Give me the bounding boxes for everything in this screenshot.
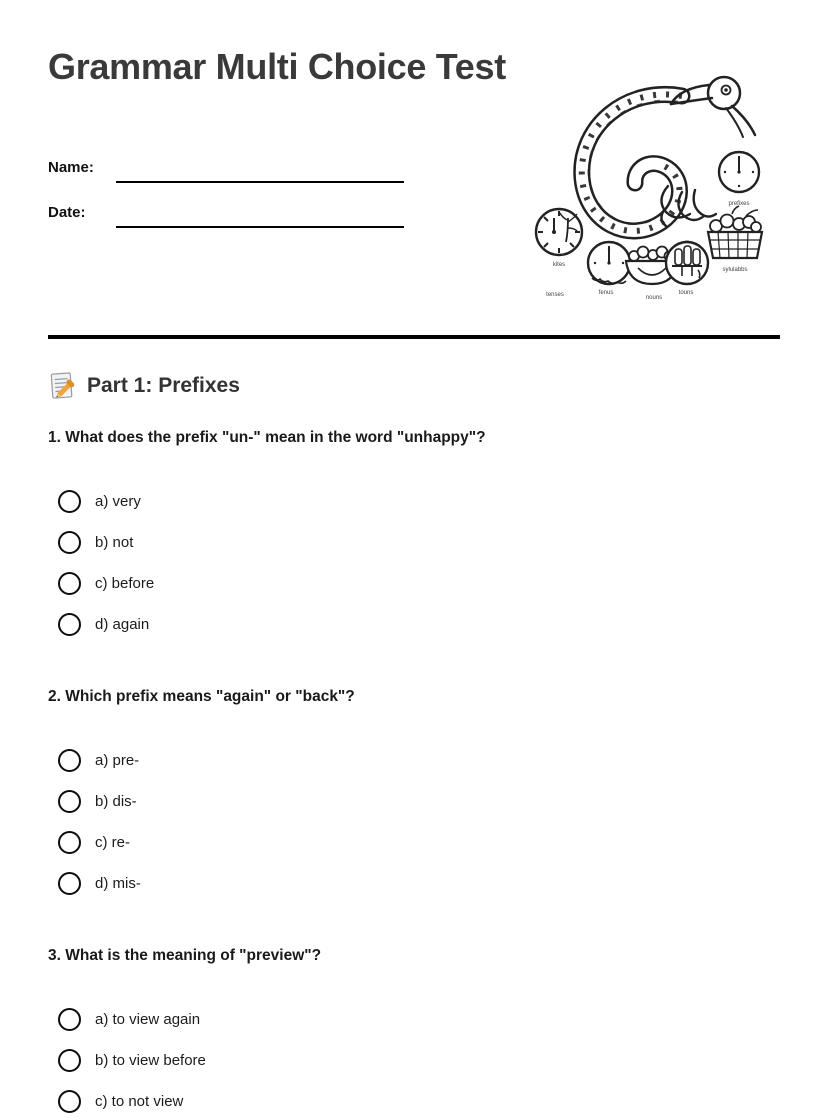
q1-option-c-label: c) before — [95, 575, 155, 592]
question-1-text: 1. What does the prefix "un-" mean in the word "unhappy"? — [48, 429, 486, 446]
page-title: Grammar Multi Choice Test — [48, 46, 506, 87]
question-3 — [48, 946, 758, 1113]
fenus-clock-icon — [588, 242, 630, 284]
q2-option-a-label: a) pre- — [95, 752, 140, 769]
option-row — [48, 531, 758, 554]
q2-option-b-radio[interactable] — [58, 790, 81, 813]
q2-option-c-radio[interactable] — [58, 831, 81, 854]
option-row — [48, 1049, 758, 1072]
nouns-label: nouns — [645, 295, 663, 301]
q1-option-b-radio[interactable] — [58, 531, 81, 554]
q1-option-a-label: a) very — [95, 493, 141, 510]
question-2 — [48, 687, 758, 895]
q2-option-a-radio[interactable] — [58, 749, 81, 772]
syllables-label: sylulabbs — [722, 267, 748, 273]
option-row — [48, 1008, 758, 1031]
bird-head-icon — [671, 77, 755, 137]
q3-option-b-label: b) to view before — [95, 1052, 206, 1069]
name-field-label: Name: — [48, 159, 94, 176]
option-row — [48, 490, 758, 513]
part1-heading — [48, 371, 240, 400]
memo-pencil-icon — [48, 371, 76, 400]
q1-option-c-radio[interactable] — [58, 572, 81, 595]
q1-option-b-label: b) not — [95, 534, 134, 551]
touns-label: touns — [678, 290, 694, 296]
question-1-options — [48, 490, 758, 636]
spiral-body-icon — [582, 94, 682, 230]
option-row — [48, 613, 758, 636]
q3-option-a-label: a) to view again — [95, 1011, 201, 1028]
date-field-label: Date: — [48, 204, 86, 221]
q1-option-d-label: d) again — [95, 616, 150, 633]
q2-option-c-label: c) re- — [95, 834, 130, 851]
question-2-text: 2. Which prefix means "again" or "back"? — [48, 688, 355, 705]
option-row — [48, 749, 758, 772]
fenus-label: fenus — [598, 290, 614, 296]
q1-option-a-radio[interactable] — [58, 490, 81, 513]
touns-jars-icon — [666, 242, 708, 285]
option-row — [48, 831, 758, 854]
q2-option-d-label: d) mis- — [95, 875, 141, 892]
question-1 — [48, 428, 758, 636]
q3-option-a-radio[interactable] — [58, 1008, 81, 1031]
q3-option-b-radio[interactable] — [58, 1049, 81, 1072]
question-3-text: 3. What is the meaning of "preview"? — [48, 947, 322, 964]
question-3-options — [48, 1008, 758, 1113]
date-input-line[interactable] — [116, 226, 404, 228]
option-row — [48, 1090, 758, 1113]
kites-clock-icon — [536, 209, 582, 255]
option-row — [48, 790, 758, 813]
prefixes-label: prefixes — [728, 201, 750, 207]
tenses-label: tenses — [546, 292, 564, 298]
name-input-line[interactable] — [116, 181, 404, 183]
bird-doodle-illustration — [532, 60, 782, 302]
q1-option-d-radio[interactable] — [58, 613, 81, 636]
prefixes-clock-icon — [719, 152, 759, 192]
q3-option-c-radio[interactable] — [58, 1090, 81, 1113]
option-row — [48, 872, 758, 895]
option-row — [48, 572, 758, 595]
part1-title: Part 1: Prefixes — [87, 373, 240, 397]
question-2-options — [48, 749, 758, 895]
section-divider — [48, 335, 780, 339]
q2-option-b-label: b) dis- — [95, 793, 137, 810]
q2-option-d-radio[interactable] — [58, 872, 81, 895]
q3-option-c-label: c) to not view — [95, 1093, 184, 1110]
kites-label: kites — [552, 262, 566, 268]
